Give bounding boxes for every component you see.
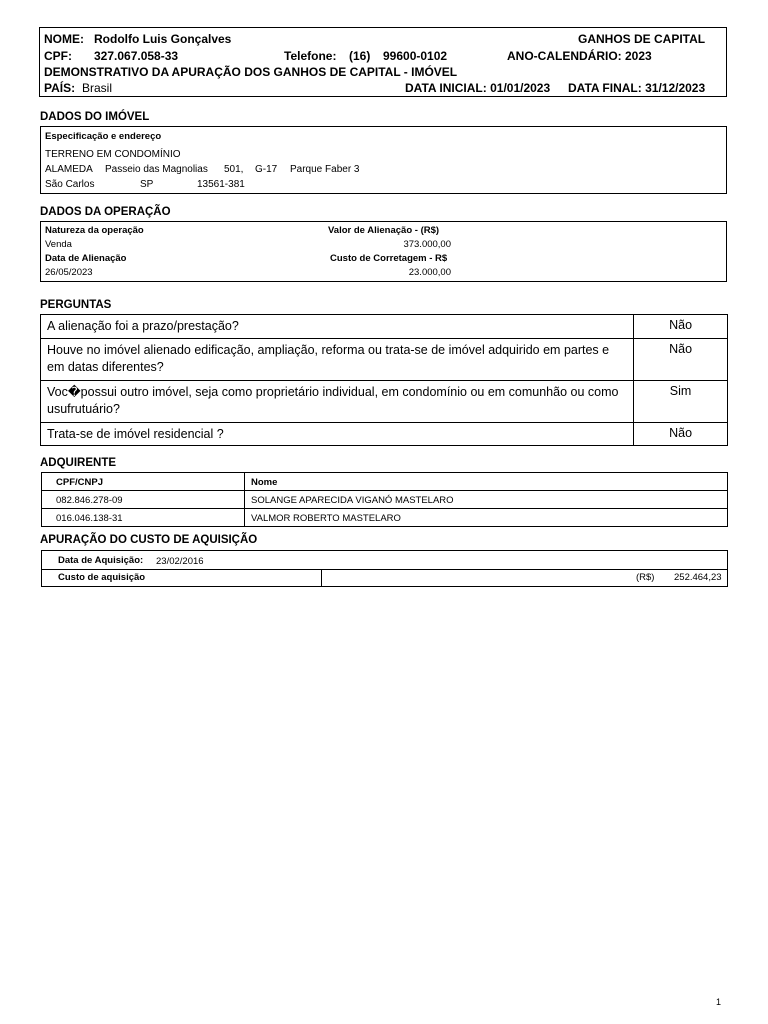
section-title-custo: APURAÇÃO DO CUSTO DE AQUISIÇÃO: [40, 534, 258, 546]
adquirente-cpf: 082.846.278-09: [42, 491, 245, 509]
pergunta-row: [41, 381, 728, 423]
section-title-operacao: DADOS DA OPERAÇÃO: [40, 206, 171, 218]
custo-row: [42, 569, 727, 586]
adquirente-row: [42, 509, 728, 527]
section-title-adquirente: ADQUIRENTE: [40, 457, 117, 469]
pais-label: PAÍS:: [44, 81, 76, 95]
column-divider: [321, 569, 322, 586]
demonstrativo-title: DEMONSTRATIVO DA APURAÇÃO DOS GANHOS DE CAPITAL - IMÓVEL: [44, 65, 458, 79]
perguntas-table: [40, 314, 728, 446]
uf: SP: [140, 179, 154, 190]
complemento: G-17: [255, 164, 278, 175]
natureza-label: Natureza da operação: [45, 225, 144, 236]
logradouro-tipo: ALAMEDA: [45, 164, 93, 175]
pergunta-text: Trata-se de imóvel residencial ?: [41, 423, 634, 446]
bairro: Parque Faber 3: [290, 164, 360, 175]
imovel-box: [40, 126, 727, 194]
data-aquisicao-label: Data de Aquisição:: [58, 555, 144, 566]
logradouro: Passeio das Magnolias: [105, 164, 208, 175]
custo-aquisicao-value: 252.464,23: [674, 572, 722, 583]
data-final: DATA FINAL: 31/12/2023: [568, 81, 706, 95]
telefone-label: Telefone:: [284, 49, 337, 63]
cep: 13561-381: [197, 179, 245, 190]
pergunta-text: Houve no imóvel alienado edificação, ampliação, reforma ou trata-se de imóvel adquirido em partes e em datas diferentes?: [41, 339, 634, 381]
cidade: São Carlos: [45, 179, 95, 190]
taxpayer-name: Rodolfo Luis Gonçalves: [94, 32, 232, 46]
pergunta-row: [41, 339, 728, 381]
valor-alienacao-label: Valor de Alienação - (R$): [328, 225, 440, 236]
data-inicial: DATA INICIAL: 01/01/2023: [405, 81, 551, 95]
col-header-nome: Nome: [245, 473, 728, 491]
custo-box: [41, 550, 728, 587]
numero: 501,: [224, 164, 244, 175]
section-title-perguntas: PERGUNTAS: [40, 299, 112, 311]
resposta-text: Não: [634, 315, 728, 339]
taxpayer-cpf: 327.067.058-33: [94, 49, 179, 63]
valor-alienacao-value: 373.000,00: [403, 239, 451, 250]
resposta-text: Não: [634, 423, 728, 446]
nome-label: NOME:: [44, 32, 84, 46]
moeda-label: (R$): [636, 572, 655, 583]
adquirente-row: [42, 491, 728, 509]
custo-aquisicao-label: Custo de aquisição: [58, 572, 146, 583]
imovel-tipo: TERRENO EM CONDOMÍNIO: [45, 149, 181, 160]
page-number: 1: [716, 997, 722, 1007]
custo-corretagem-label: Custo de Corretagem - R$: [330, 253, 448, 264]
pais-value: Brasil: [82, 81, 113, 95]
section-title-imovel: DADOS DO IMÓVEL: [40, 111, 150, 123]
spec-label: Especificação e endereço: [45, 131, 162, 142]
data-alienacao-value: 26/05/2023: [45, 267, 93, 278]
cpf-label: CPF:: [44, 49, 72, 63]
adquirente-table: [41, 472, 728, 527]
pergunta-text: Voc�possui outro imóvel, seja como proprietário individual, em condomínio ou em comunhão ou como usufrutuário?: [41, 381, 634, 423]
resposta-text: Sim: [634, 381, 728, 423]
custo-corretagem-value: 23.000,00: [408, 267, 451, 278]
taxpayer-header: [39, 27, 727, 97]
pergunta-row: [41, 315, 728, 339]
ano-calendario: ANO-CALENDÁRIO: 2023: [507, 49, 652, 63]
adquirente-cpf: 016.046.138-31: [42, 509, 245, 527]
data-alienacao-label: Data de Alienação: [45, 253, 127, 264]
adquirente-nome: VALMOR ROBERTO MASTELARO: [245, 509, 728, 527]
telefone-ddd: (16): [349, 49, 371, 63]
operacao-box: [40, 221, 727, 282]
data-aquisicao-value: 23/02/2016: [156, 556, 204, 567]
col-header-cpf: CPF/CNPJ: [42, 473, 245, 491]
telefone-number: 99600-0102: [383, 49, 448, 63]
adquirente-header-row: [42, 473, 728, 491]
pergunta-text: A alienação foi a prazo/prestação?: [41, 315, 634, 339]
resposta-text: Não: [634, 339, 728, 381]
report-title: GANHOS DE CAPITAL: [578, 32, 706, 46]
pergunta-row: [41, 423, 728, 446]
adquirente-nome: SOLANGE APARECIDA VIGANÓ MASTELARO: [245, 491, 728, 509]
natureza-value: Venda: [45, 239, 72, 250]
